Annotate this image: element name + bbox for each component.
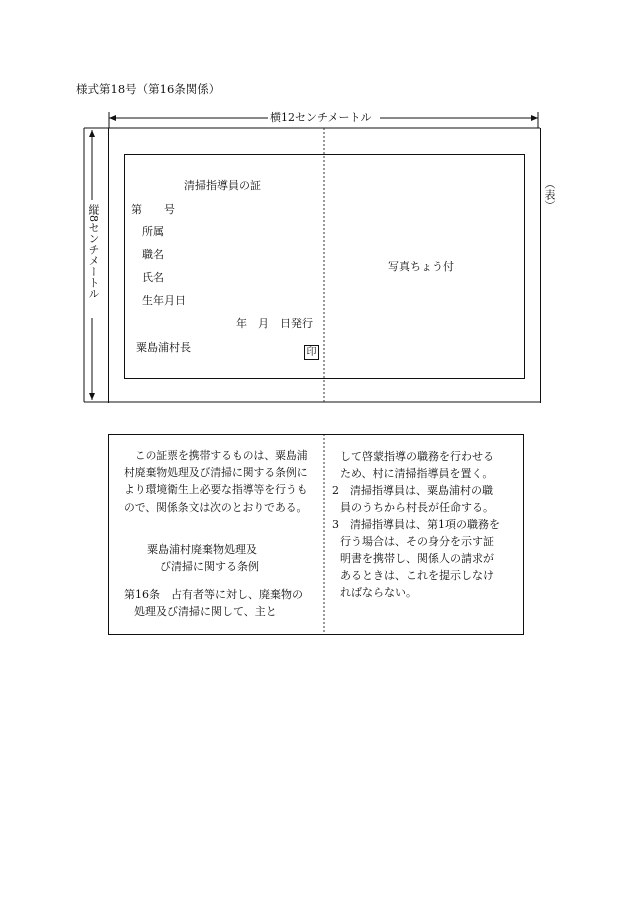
seal-box [304,340,319,360]
card-issued-label: 年 月 日発行 [236,317,313,330]
height-label: 縦8センチメートル [87,204,100,299]
card-name-label: 氏名 [142,271,164,284]
card-title: 清掃指導員の証 [184,179,261,192]
right-line-9: ればならない。 [340,586,417,599]
article16-head: 第16条 占有者等に対し、廃棄物の [124,588,303,601]
card-number-label: 第 号 [131,203,175,216]
card-affiliation-label: 所属 [142,225,164,238]
back-intro: この証票を携帯するものは、粟島浦村廃棄物処理及び清掃に関する条例により環境衛生上必要な指導等を行うもので、関係条文は次のとおりである。 [124,449,308,514]
front-marker: （表） [543,178,556,211]
right-line-3: 2 清掃指導員は、粟島浦村の職 [332,484,493,497]
right-line-5: 3 清掃指導員は、第1項の職務を [332,518,500,531]
right-line-2: ため、村に清掃指導員を置く。 [340,467,494,480]
photo-label: 写真ちょう付 [388,260,454,273]
height-arrowhead-bottom [89,393,95,400]
form-label: 様式第18号（第16条関係） [76,82,221,96]
article16-cont: 処理及び清掃に関して、主と [134,605,277,618]
width-arrowhead-left [109,115,116,121]
ordinance-title-line2: び清掃に関する条例 [160,560,259,573]
ordinance-title-line1: 粟島浦村廃棄物処理及 [147,543,257,556]
card-birthdate-label: 生年月日 [142,294,186,307]
card-position-label: 職名 [142,248,164,261]
height-arrowhead-top [89,130,95,137]
right-line-6: 行う場合は、その身分を示す証 [340,535,494,548]
right-line-1: して啓蒙指導の職務を行わせる [340,450,494,463]
seal-char: 印 [304,345,319,360]
width-arrowhead-right [531,115,538,121]
right-line-8: あるときは、これを提示しなけ [340,569,494,582]
right-line-7: 明書を携帯し、関係人の請求が [340,552,494,565]
right-line-4: 員のうちから村長が任命する。 [340,501,494,514]
card-issuer: 粟島浦村長 [136,341,191,354]
width-label: 横12センチメートル [270,111,372,124]
